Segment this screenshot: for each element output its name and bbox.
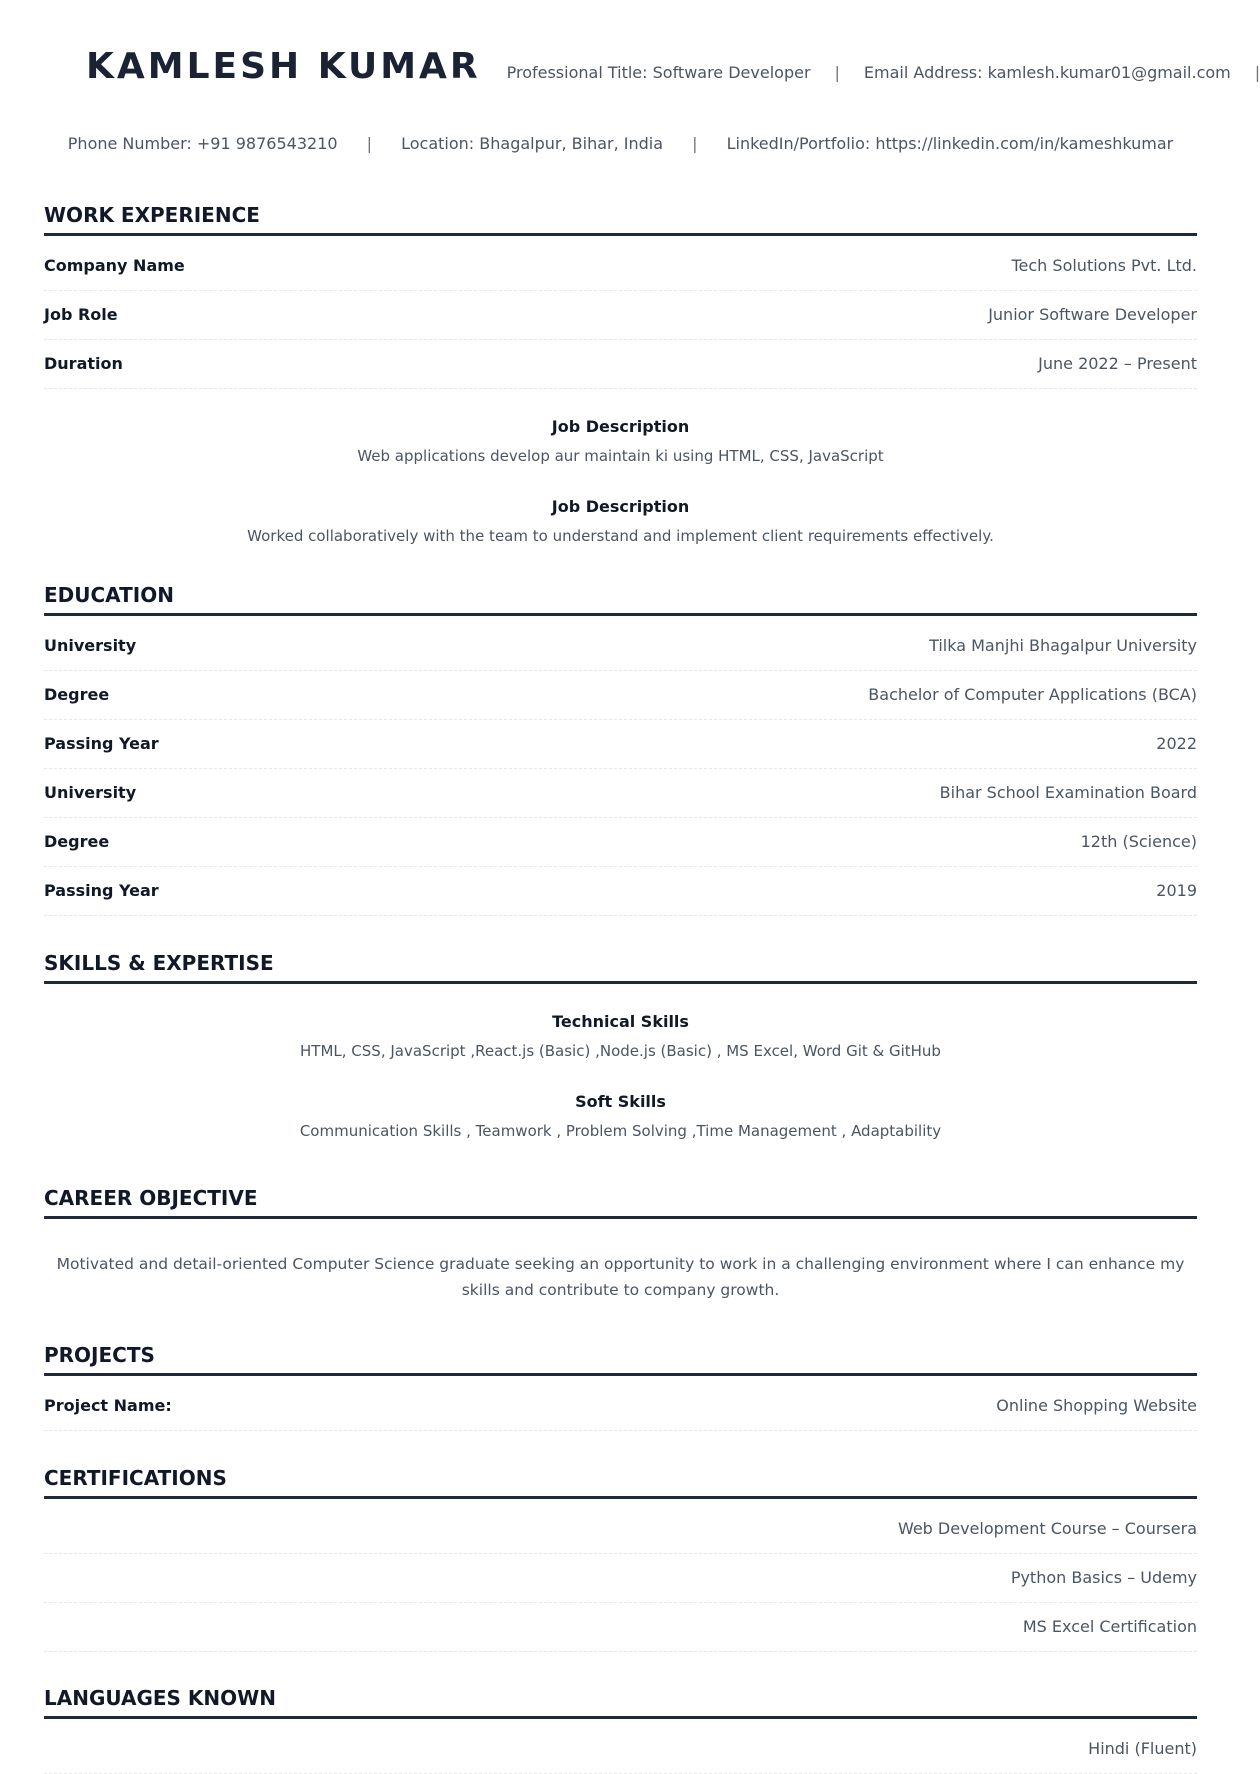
block-title: Technical Skills <box>552 1012 689 1031</box>
row-label: University <box>44 783 137 802</box>
row-value: Bihar School Examination Board <box>939 783 1197 802</box>
block-text: Communication Skills , Teamwork , Problem Solving ,Time Management , Adaptability <box>299 1122 942 1140</box>
job-description-block <box>44 415 1197 469</box>
language-item: Hindi (Fluent) <box>1088 1739 1197 1758</box>
detail-row <box>44 769 1197 818</box>
block-title: Job Description <box>551 497 690 516</box>
row-value: Tech Solutions Pvt. Ltd. <box>1011 256 1197 275</box>
separator: | <box>692 134 698 153</box>
section-title: CAREER OBJECTIVE <box>44 1185 1197 1219</box>
languages-section <box>44 1685 1197 1774</box>
row-label: Passing Year <box>44 881 159 900</box>
career-objective-section <box>44 1185 1197 1303</box>
work-experience-section <box>44 202 1197 549</box>
separator: | <box>1254 63 1260 82</box>
row-label: Job Role <box>44 305 118 324</box>
row-label: Passing Year <box>44 734 159 753</box>
header-top-line <box>86 46 1260 87</box>
language-row <box>44 1725 1197 1774</box>
phone-number: Phone Number: +91 9876543210 <box>67 134 338 153</box>
block-title: Soft Skills <box>575 1092 666 1111</box>
location: Location: Bhagalpur, Bihar, India <box>401 134 664 153</box>
certification-item: Web Development Course – Coursera <box>897 1519 1197 1538</box>
section-title: SKILLS & EXPERTISE <box>44 950 1197 984</box>
detail-row <box>44 340 1197 389</box>
detail-row <box>44 867 1197 916</box>
row-label: Company Name <box>44 256 185 275</box>
certifications-section <box>44 1465 1197 1652</box>
certification-item: MS Excel Certification <box>1022 1617 1197 1636</box>
objective-text: Motivated and detail-oriented Computer Science graduate seeking an opportunity to work in a challenging environment where I can enhance my skills and contribute to company growth. <box>56 1255 1185 1299</box>
section-title: WORK EXPERIENCE <box>44 202 1197 236</box>
certification-row <box>44 1603 1197 1652</box>
block-text: Worked collaboratively with the team to understand and implement client requirements effectively. <box>247 527 994 545</box>
section-title: EDUCATION <box>44 582 1197 616</box>
projects-section <box>44 1342 1197 1431</box>
header-contact-line <box>0 134 1241 153</box>
professional-title: Professional Title: Software Developer <box>506 63 811 82</box>
block-text: HTML, CSS, JavaScript ,React.js (Basic) ,Node.js (Basic) , MS Excel, Word Git & GitHub <box>300 1042 941 1060</box>
section-title: LANGUAGES KNOWN <box>44 1685 1197 1719</box>
row-value: Tilka Manjhi Bhagalpur University <box>929 636 1197 655</box>
row-label: Degree <box>44 832 110 851</box>
detail-row <box>44 291 1197 340</box>
detail-row <box>44 671 1197 720</box>
row-label: University <box>44 636 137 655</box>
certification-row <box>44 1505 1197 1554</box>
linkedin-portfolio: LinkedIn/Portfolio: https://linkedin.com/in/kameshkumar <box>726 134 1174 153</box>
detail-row <box>44 1382 1197 1431</box>
separator: | <box>834 63 840 82</box>
certification-item: Python Basics – Udemy <box>1010 1568 1197 1587</box>
detail-row <box>44 622 1197 671</box>
technical-skills-block <box>44 1010 1197 1064</box>
skills-section <box>44 950 1197 1144</box>
row-label: Duration <box>44 354 123 373</box>
candidate-name: KAMLESH KUMAR <box>86 46 481 87</box>
row-value: Bachelor of Computer Applications (BCA) <box>868 685 1197 704</box>
detail-row <box>44 720 1197 769</box>
row-value: 2019 <box>1156 881 1197 900</box>
certification-row <box>44 1554 1197 1603</box>
detail-row <box>44 242 1197 291</box>
separator: | <box>366 134 373 153</box>
job-description-block <box>44 495 1197 549</box>
row-label: Project Name: <box>44 1396 172 1415</box>
section-title: PROJECTS <box>44 1342 1197 1376</box>
row-value: 2022 <box>1156 734 1197 753</box>
education-section <box>44 582 1197 916</box>
row-value: Junior Software Developer <box>988 305 1197 324</box>
detail-row <box>44 818 1197 867</box>
block-text: Web applications develop aur maintain ki using HTML, CSS, JavaScript <box>357 447 884 465</box>
email-address: Email Address: kamlesh.kumar01@gmail.com <box>863 63 1231 82</box>
soft-skills-block <box>44 1090 1197 1144</box>
row-value: June 2022 – Present <box>1038 354 1197 373</box>
row-value: 12th (Science) <box>1080 832 1197 851</box>
block-title: Job Description <box>551 417 690 436</box>
row-value: Online Shopping Website <box>996 1396 1197 1415</box>
row-label: Degree <box>44 685 110 704</box>
section-title: CERTIFICATIONS <box>44 1465 1197 1499</box>
